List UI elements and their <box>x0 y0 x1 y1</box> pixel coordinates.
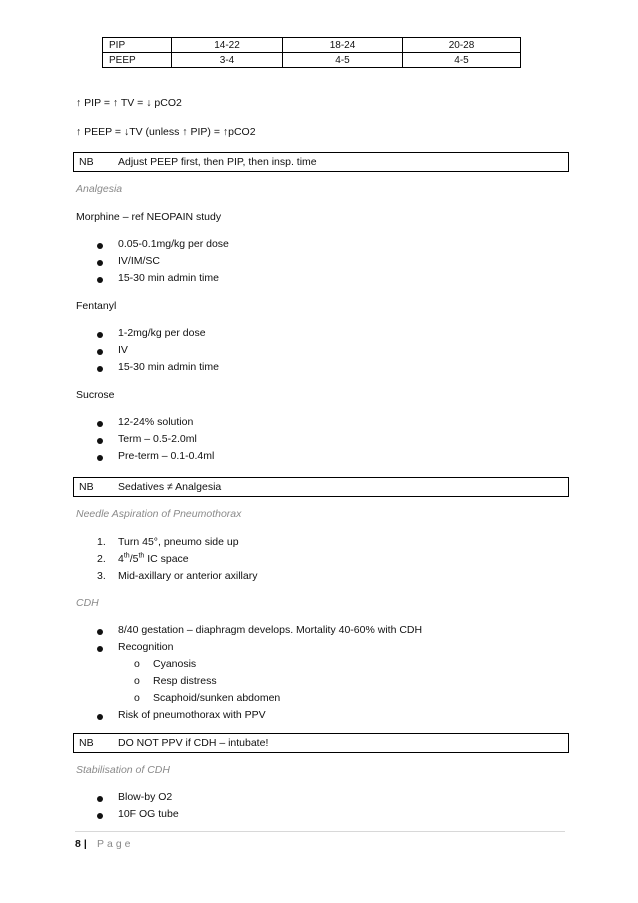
bullet-icon <box>97 813 103 819</box>
bullet-icon <box>97 243 103 249</box>
list-item: IV <box>118 344 128 356</box>
nb-box <box>73 152 569 172</box>
bullet-icon <box>97 349 103 355</box>
table-cell: PIP <box>103 38 172 53</box>
morphine-title: Morphine – ref NEOPAIN study <box>76 211 222 223</box>
list-item: 4th/5th IC space <box>118 552 189 565</box>
list-item: 12-24% solution <box>118 416 194 428</box>
table-row <box>103 53 521 68</box>
ventilation-table <box>102 37 521 68</box>
sub-list-item: Cyanosis <box>153 658 197 670</box>
table-cell: 18-24 <box>283 38 403 53</box>
list-number: 2. <box>97 553 106 565</box>
list-item: 10F OG tube <box>118 808 179 820</box>
nb-text: Adjust PEEP first, then PIP, then insp. time <box>118 156 317 168</box>
list-number: 3. <box>97 570 106 582</box>
table-cell: 14-22 <box>172 38 283 53</box>
fentanyl-title: Fentanyl <box>76 300 117 312</box>
section-heading: Stabilisation of CDH <box>76 764 170 776</box>
sub-bullet-icon: o <box>134 658 140 670</box>
table-row <box>103 38 521 53</box>
nb-label: NB <box>79 481 94 493</box>
table-cell: 3-4 <box>172 53 283 68</box>
section-heading: Needle Aspiration of Pneumothorax <box>76 508 242 520</box>
list-item: Turn 45°, pneumo side up <box>118 536 239 548</box>
pip-rule: ↑ PIP = ↑ TV = ↓ pCO2 <box>76 97 182 109</box>
bullet-icon <box>97 260 103 266</box>
list-item: 0.05-0.1mg/kg per dose <box>118 238 229 250</box>
bullet-icon <box>97 438 103 444</box>
sucrose-title: Sucrose <box>76 389 115 401</box>
list-item: Pre-term – 0.1-0.4ml <box>118 450 215 462</box>
list-number: 1. <box>97 536 106 548</box>
list-item: Term – 0.5-2.0ml <box>118 433 197 445</box>
sub-list-item: Resp distress <box>153 675 217 687</box>
table-cell: 4-5 <box>403 53 521 68</box>
sub-bullet-icon: o <box>134 692 140 704</box>
list-item: IV/IM/SC <box>118 255 161 267</box>
bullet-icon <box>97 714 103 720</box>
footer-divider <box>75 831 565 832</box>
list-item: Risk of pneumothorax with PPV <box>118 709 266 721</box>
table-cell: 4-5 <box>283 53 403 68</box>
bullet-icon <box>97 421 103 427</box>
list-item: 8/40 gestation – diaphragm develops. Mortality 40-60% with CDH <box>118 624 423 636</box>
bullet-icon <box>97 629 103 635</box>
list-item: 1-2mg/kg per dose <box>118 327 206 339</box>
table-cell: PEEP <box>103 53 172 68</box>
bullet-icon <box>97 277 103 283</box>
bullet-icon <box>97 796 103 802</box>
section-heading: CDH <box>76 597 99 609</box>
list-item: Recognition <box>118 641 174 653</box>
nb-text: DO NOT PPV if CDH – intubate! <box>118 737 269 749</box>
list-item: Mid-axillary or anterior axillary <box>118 570 258 582</box>
nb-text: Sedatives ≠ Analgesia <box>118 481 222 493</box>
list-item: 15-30 min admin time <box>118 272 219 284</box>
sub-list-item: Scaphoid/sunken abdomen <box>153 692 281 704</box>
bullet-icon <box>97 366 103 372</box>
nb-label: NB <box>79 156 94 168</box>
table-cell: 20-28 <box>403 38 521 53</box>
list-item: 15-30 min admin time <box>118 361 219 373</box>
sub-bullet-icon: o <box>134 675 140 687</box>
bullet-icon <box>97 455 103 461</box>
page-number: 8 | <box>75 838 87 850</box>
nb-label: NB <box>79 737 94 749</box>
bullet-icon <box>97 332 103 338</box>
nb-box <box>73 733 569 753</box>
nb-box <box>73 477 569 497</box>
peep-rule: ↑ PEEP = ↓TV (unless ↑ PIP) = ↑pCO2 <box>76 126 256 138</box>
bullet-icon <box>97 646 103 652</box>
list-item: Blow-by O2 <box>118 791 173 803</box>
section-heading: Analgesia <box>76 183 123 195</box>
page-label: Page <box>97 838 134 850</box>
